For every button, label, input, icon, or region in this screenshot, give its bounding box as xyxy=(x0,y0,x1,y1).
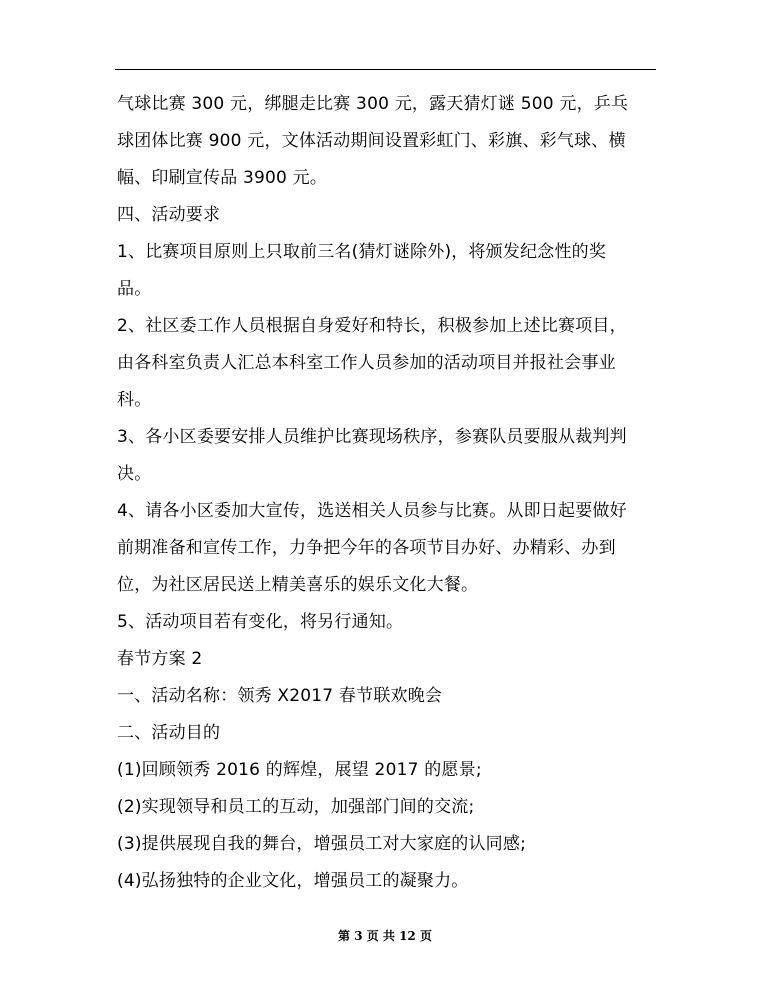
text-line: 5、活动项目若有变化，将另行通知。 xyxy=(117,612,404,632)
section-heading: 一、活动名称：领秀 X2017 春节联欢晚会 xyxy=(117,686,443,706)
text-line: 由各科室负责人汇总本科室工作人员参加的活动项目并报社会事业 xyxy=(117,353,616,373)
page-number-footer: 第 3 页 共 12 页 xyxy=(338,929,432,943)
text-line: 球团体比赛 900 元，文体活动期间设置彩虹门、彩旗、彩气球、横 xyxy=(117,131,626,151)
text-line: 1、比赛项目原则上只取前三名(猜灯谜除外)，将颁发纪念性的奖 xyxy=(117,242,607,262)
text-line: 位，为社区居民送上精美喜乐的娱乐文化大餐。 xyxy=(117,575,479,595)
text-line: 前期准备和宣传工作，力争把今年的各项节目办好、办精彩、办到 xyxy=(117,538,616,558)
text-line: 品。 xyxy=(117,279,152,299)
text-line: 3、各小区委要安排人员维护比赛现场秩序，参赛队员要服从裁判判 xyxy=(117,427,627,447)
section-heading: 四、活动要求 xyxy=(117,205,221,225)
text-line: 科。 xyxy=(117,390,152,410)
list-item: (1)回顾领秀 2016 的辉煌，展望 2017 的愿景; xyxy=(117,760,482,780)
section-heading: 二、活动目的 xyxy=(117,723,221,743)
section-heading: 春节方案 2 xyxy=(117,649,203,669)
list-item: (3)提供展现自我的舞台，增强员工对大家庭的认同感; xyxy=(117,834,527,854)
header-rule xyxy=(115,69,656,70)
list-item: (2)实现领导和员工的互动，加强部门间的交流; xyxy=(117,797,475,817)
list-item: (4)弘扬独特的企业文化，增强员工的凝聚力。 xyxy=(117,871,469,891)
text-line: 气球比赛 300 元，绑腿走比赛 300 元，露天猜灯谜 500 元，乒乓 xyxy=(117,94,629,114)
text-line: 幅、印刷宣传品 3900 元。 xyxy=(117,168,328,188)
document-body xyxy=(117,86,662,900)
text-line: 决。 xyxy=(117,464,152,484)
text-line: 4、请各小区委加大宣传，选送相关人员参与比赛。从即日起要做好 xyxy=(117,501,627,521)
text-line: 2、社区委工作人员根据自身爱好和特长，积极参加上述比赛项目， xyxy=(117,316,627,336)
